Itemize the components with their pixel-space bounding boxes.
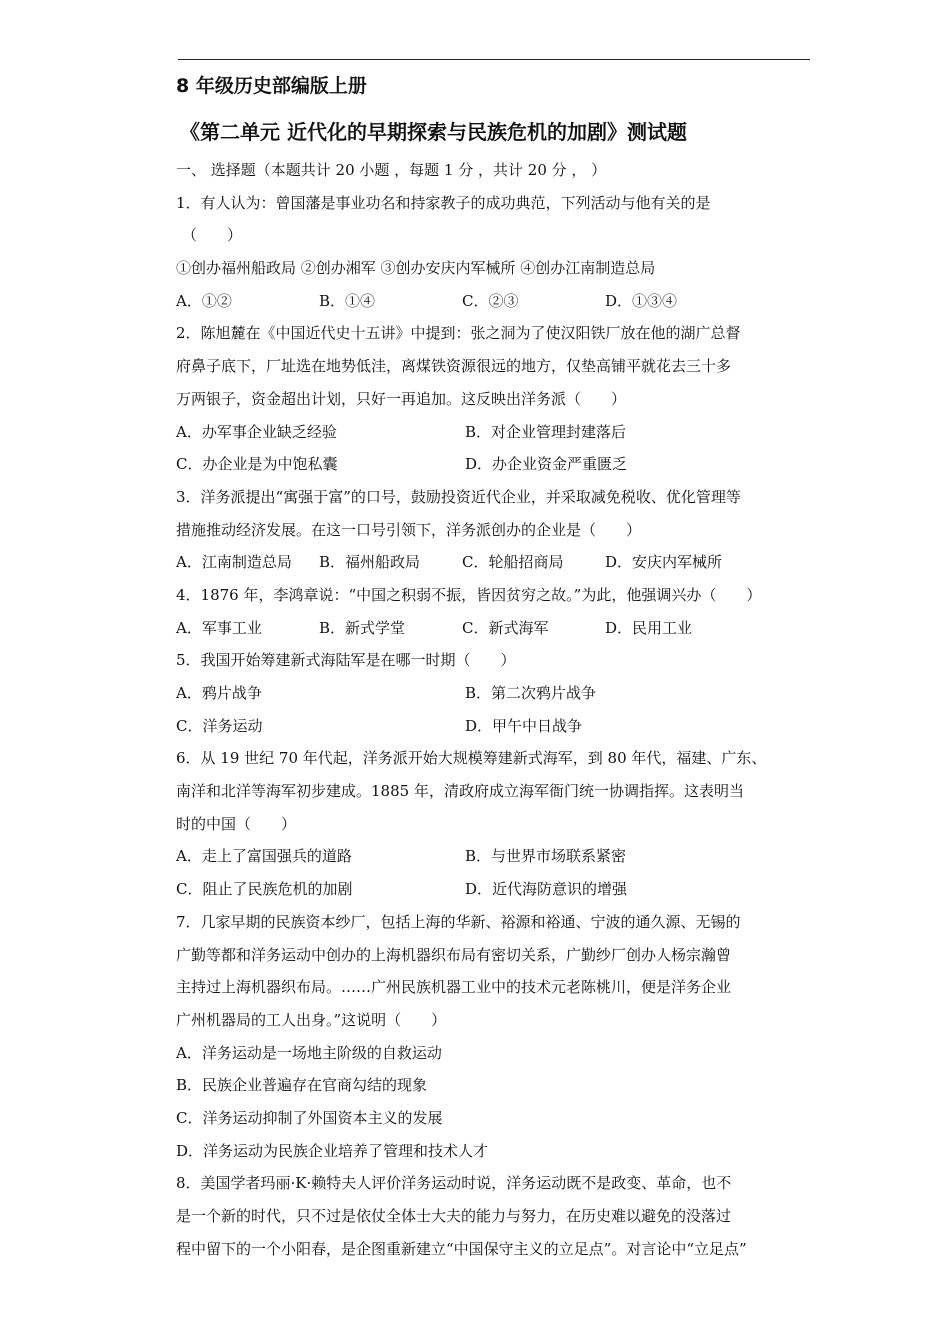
option-b: B．民族企业普遍存在官商勾结的现象 xyxy=(176,1076,428,1095)
answer-options xyxy=(176,873,812,906)
document-title: 8 年级历史部编版上册 xyxy=(176,75,367,97)
option-a: A．洋务运动是一场地主阶级的自救运动 xyxy=(176,1043,442,1062)
document-body xyxy=(176,70,812,1265)
answer-options xyxy=(176,677,812,710)
option-a: A．①② xyxy=(176,291,232,310)
question-text: 万两银子，资金超出计划，只好一再追加。这反映出洋务派（ ） xyxy=(176,389,627,408)
option-d: D．近代海防意识的增强 xyxy=(465,880,628,899)
section-heading: 一、 选择题（本题共计 20 小题 ，每题 1 分 ，共计 20 分 ， ） xyxy=(176,161,607,179)
option-b: B．第二次鸦片战争 xyxy=(465,684,597,702)
question-3 xyxy=(176,481,812,579)
question-text: 8．美国学者玛丽·K·赖特夫人评价洋务运动时说，洋务运动既不是政变、革命，也不 xyxy=(176,1174,732,1193)
question-text: 主持过上海机器织布局。……广州民族机器工业中的技术元老陈桃川，便是洋务企业 xyxy=(176,978,732,997)
option-c: C．洋务运动 xyxy=(176,716,263,735)
question-text: 措施推动经济发展。在这一口号引领下，洋务派创办的企业是（ ） xyxy=(176,520,642,539)
option-d: D．甲午中日战争 xyxy=(465,716,583,735)
question-text: 1．有人认为：曾国藩是事业功名和持家教子的成功典范，下列活动与他有关的是 xyxy=(176,193,711,212)
answer-options xyxy=(176,546,812,579)
question-text: 广勤等都和洋务运动中创办的上海机器织布局有密切关系，广勤纱厂创办人杨宗瀚曾 xyxy=(176,945,732,964)
question-text: 6．从 19 世纪 70 年代起，洋务派开始大规模筹建新式海军，到 80 年代，福建、广东、 xyxy=(176,749,767,768)
question-text: （ ） xyxy=(182,226,243,245)
option-c: C．②③ xyxy=(462,291,519,310)
answer-options xyxy=(176,285,812,318)
answer-options xyxy=(176,416,812,449)
answer-options xyxy=(176,612,812,645)
option-a: A．走上了富国强兵的道路 xyxy=(176,847,352,866)
option-d: D．安庆内军械所 xyxy=(605,553,723,572)
answer-options xyxy=(176,710,812,743)
question-2 xyxy=(176,317,812,480)
question-text: 南洋和北洋等海军初步建成。1885 年，清政府成立海军衙门统一协调指挥。这表明当 xyxy=(176,782,744,801)
question-text: 时的中国（ ） xyxy=(176,814,297,833)
question-text: 2．陈旭麓在《中国近代史十五讲》中提到：张之洞为了使汉阳铁厂放在他的湖广总督 xyxy=(176,324,741,343)
option-a: A．鸦片战争 xyxy=(176,684,262,702)
option-a: A．办军事企业缺乏经验 xyxy=(176,422,337,441)
question-text: 程中留下的一个小阳春，是企图重新建立“中国保守主义的立足点”。对言论中“立足点” xyxy=(176,1239,747,1258)
question-6 xyxy=(176,742,812,905)
answer-options xyxy=(176,448,812,481)
option-c: C．阻止了民族危机的加剧 xyxy=(176,880,353,899)
option-b: B．新式学堂 xyxy=(319,618,406,637)
option-d: D．①③④ xyxy=(605,291,678,310)
option-a: A．江南制造总局 xyxy=(176,553,292,572)
option-b: B．①④ xyxy=(319,291,376,310)
option-b: B．与世界市场联系紧密 xyxy=(465,847,627,866)
option-d: D．办企业资金严重匮乏 xyxy=(465,455,628,474)
document-subtitle: 《第二单元 近代化的早期探索与民族危机的加剧》测试题 xyxy=(180,120,687,144)
question-1 xyxy=(176,187,812,318)
header-rule xyxy=(178,59,810,60)
option-b: B．对企业管理封建落后 xyxy=(465,422,627,441)
question-7 xyxy=(176,906,812,1168)
option-d: D．民用工业 xyxy=(605,618,693,637)
option-b: B．福州船政局 xyxy=(319,553,421,572)
option-c: C．轮船招商局 xyxy=(462,553,564,572)
option-a: A．军事工业 xyxy=(176,618,262,637)
question-5 xyxy=(176,644,812,742)
option-c: C．办企业是为中饱私囊 xyxy=(176,455,338,474)
question-4 xyxy=(176,579,812,644)
question-text: 5．我国开始筹建新式海陆军是在哪一时期（ ） xyxy=(176,651,516,670)
answer-options xyxy=(176,840,812,873)
question-text: 府鼻子底下，厂址选在地势低洼，离煤铁资源很远的地方，仅垫高铺平就花去三十多 xyxy=(176,357,732,376)
question-text: 7．几家早期的民族资本纱厂，包括上海的华新、裕源和裕通、宁波的通久源、无锡的 xyxy=(176,912,741,931)
question-text: 是一个新的时代，只不过是依仗全体士大夫的能力与努力，在历史难以避免的没落过 xyxy=(176,1207,732,1225)
option-d: D．洋务运动为民族企业培养了管理和技术人才 xyxy=(176,1141,489,1160)
question-statements: ①创办福州船政局 ②创办湘军 ③创办安庆内军械所 ④创办江南制造总局 xyxy=(176,259,656,278)
option-c: C．新式海军 xyxy=(462,618,549,637)
question-text: 3．洋务派提出“寓强于富”的口号，鼓励投资近代企业，并采取减免税收、优化管理等 xyxy=(176,487,741,506)
question-text: 4．1876 年，李鸿章说：“中国之积弱不振，皆因贫穷之故。”为此，他强调兴办（ ） xyxy=(176,585,762,604)
question-8 xyxy=(176,1167,812,1265)
option-c: C．洋务运动抑制了外国资本主义的发展 xyxy=(176,1108,443,1127)
question-text: 广州机器局的工人出身。”这说明（ ） xyxy=(176,1010,447,1029)
